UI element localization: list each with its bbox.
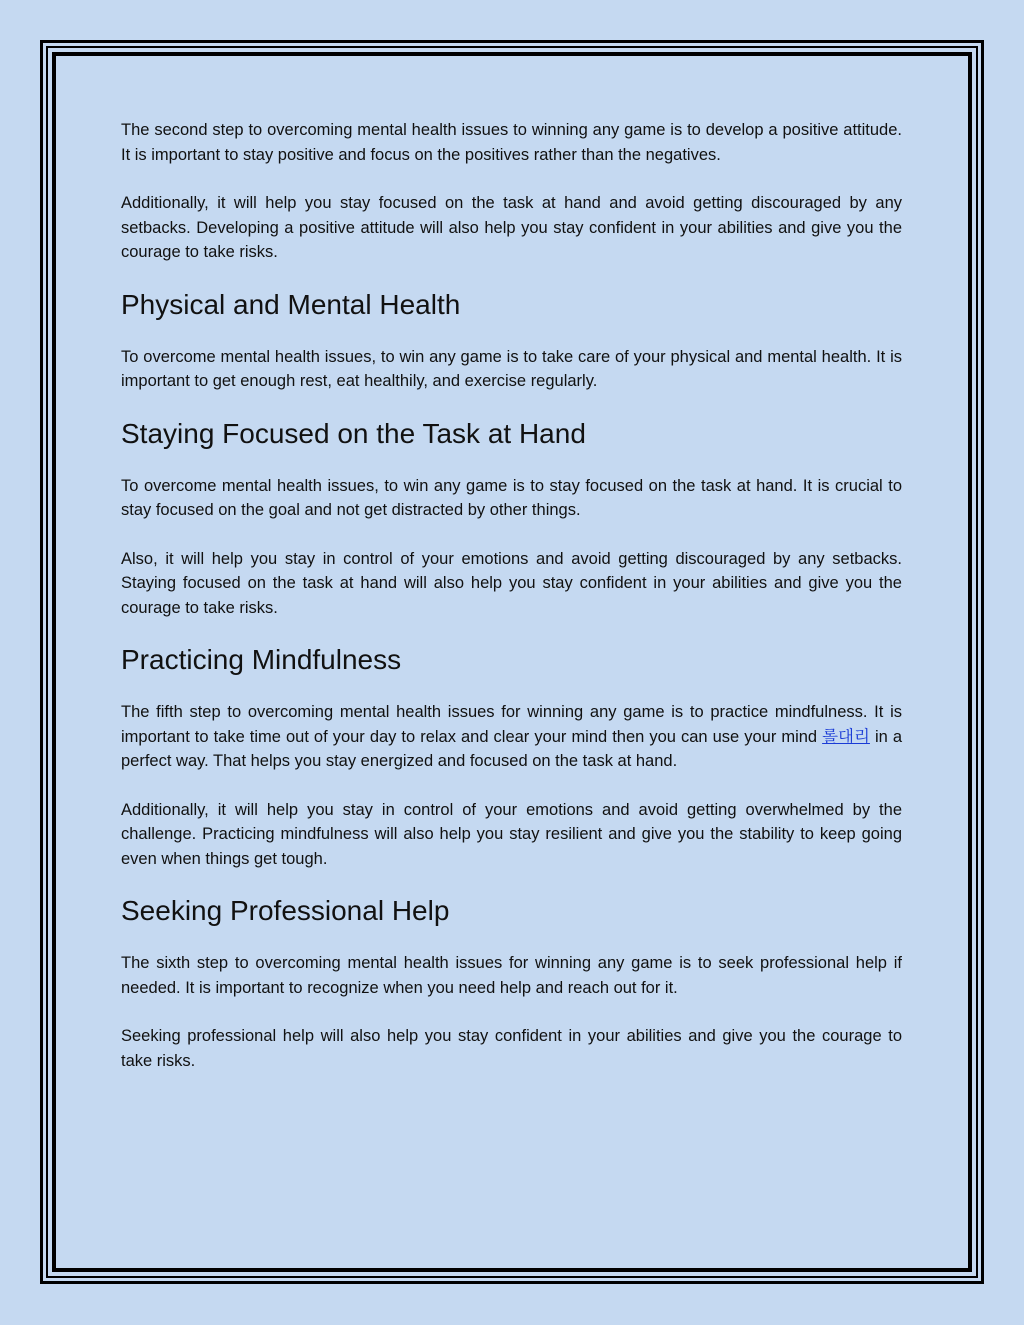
- heading-physical-mental-health: Physical and Mental Health: [121, 288, 461, 320]
- paragraph-mindfulness: [121, 700, 902, 774]
- paragraph-positive-attitude: The second step to overcoming mental health issues to winning any game is to develop a positive attitude. It is important to stay positive and focus on the positives rather than the negatives.: [121, 121, 902, 164]
- paragraph-physical-mental-health: To overcome mental health issues, to win any game is to take care of your physical and mental health. It is important to get enough rest, eat healthily, and exercise regularly.: [121, 347, 902, 390]
- mindfulness-text-before: The fifth step to overcoming mental health issues for winning any game is to practice mindfulness. It is important to take time out of your day to relax and clear your mind then you can use your mind: [121, 703, 902, 746]
- paragraph-mindfulness-benefits: Additionally, it will help you stay in control of your emotions and avoid getting overwhelmed by the challenge. Practicing mindfulness will also help you stay resilient and give you the stability to keep going even when things get tough.: [121, 800, 902, 868]
- paragraph-staying-focused-benefits: Also, it will help you stay in control of your emotions and avoid getting discouraged by any setbacks. Staying focused on the task at hand will also help you stay confident in your abilities and give you the courage to take risks.: [121, 549, 902, 617]
- inline-link[interactable]: 롤대리: [822, 727, 870, 746]
- document-body: [121, 118, 902, 1097]
- mindfulness-text-after: in a perfect way. That helps you stay energized and focused on the task at hand.: [121, 727, 902, 770]
- paragraph-staying-focused: To overcome mental health issues, to win any game is to stay focused on the task at hand. It is crucial to stay focused on the goal and not get distracted by other things.: [121, 476, 902, 519]
- heading-practicing-mindfulness: Practicing Mindfulness: [121, 644, 402, 675]
- paragraph-professional-help-benefits: Seeking professional help will also help you stay confident in your abilities and give you the courage to take risks.: [121, 1027, 902, 1070]
- paragraph-professional-help: The sixth step to overcoming mental health issues for winning any game is to seek professional help if needed. It is important to recognize when you need help and reach out for it.: [121, 954, 902, 997]
- paragraph-positive-attitude-benefits: Additionally, it will help you stay focused on the task at hand and avoid getting discouraged by any setbacks. Developing a positive attitude will also help you stay confident in your abilities and give you the courage to take risks.: [121, 194, 902, 261]
- heading-staying-focused: Staying Focused on the Task at Hand: [121, 417, 586, 449]
- heading-seeking-professional-help: Seeking Professional Help: [121, 895, 450, 926]
